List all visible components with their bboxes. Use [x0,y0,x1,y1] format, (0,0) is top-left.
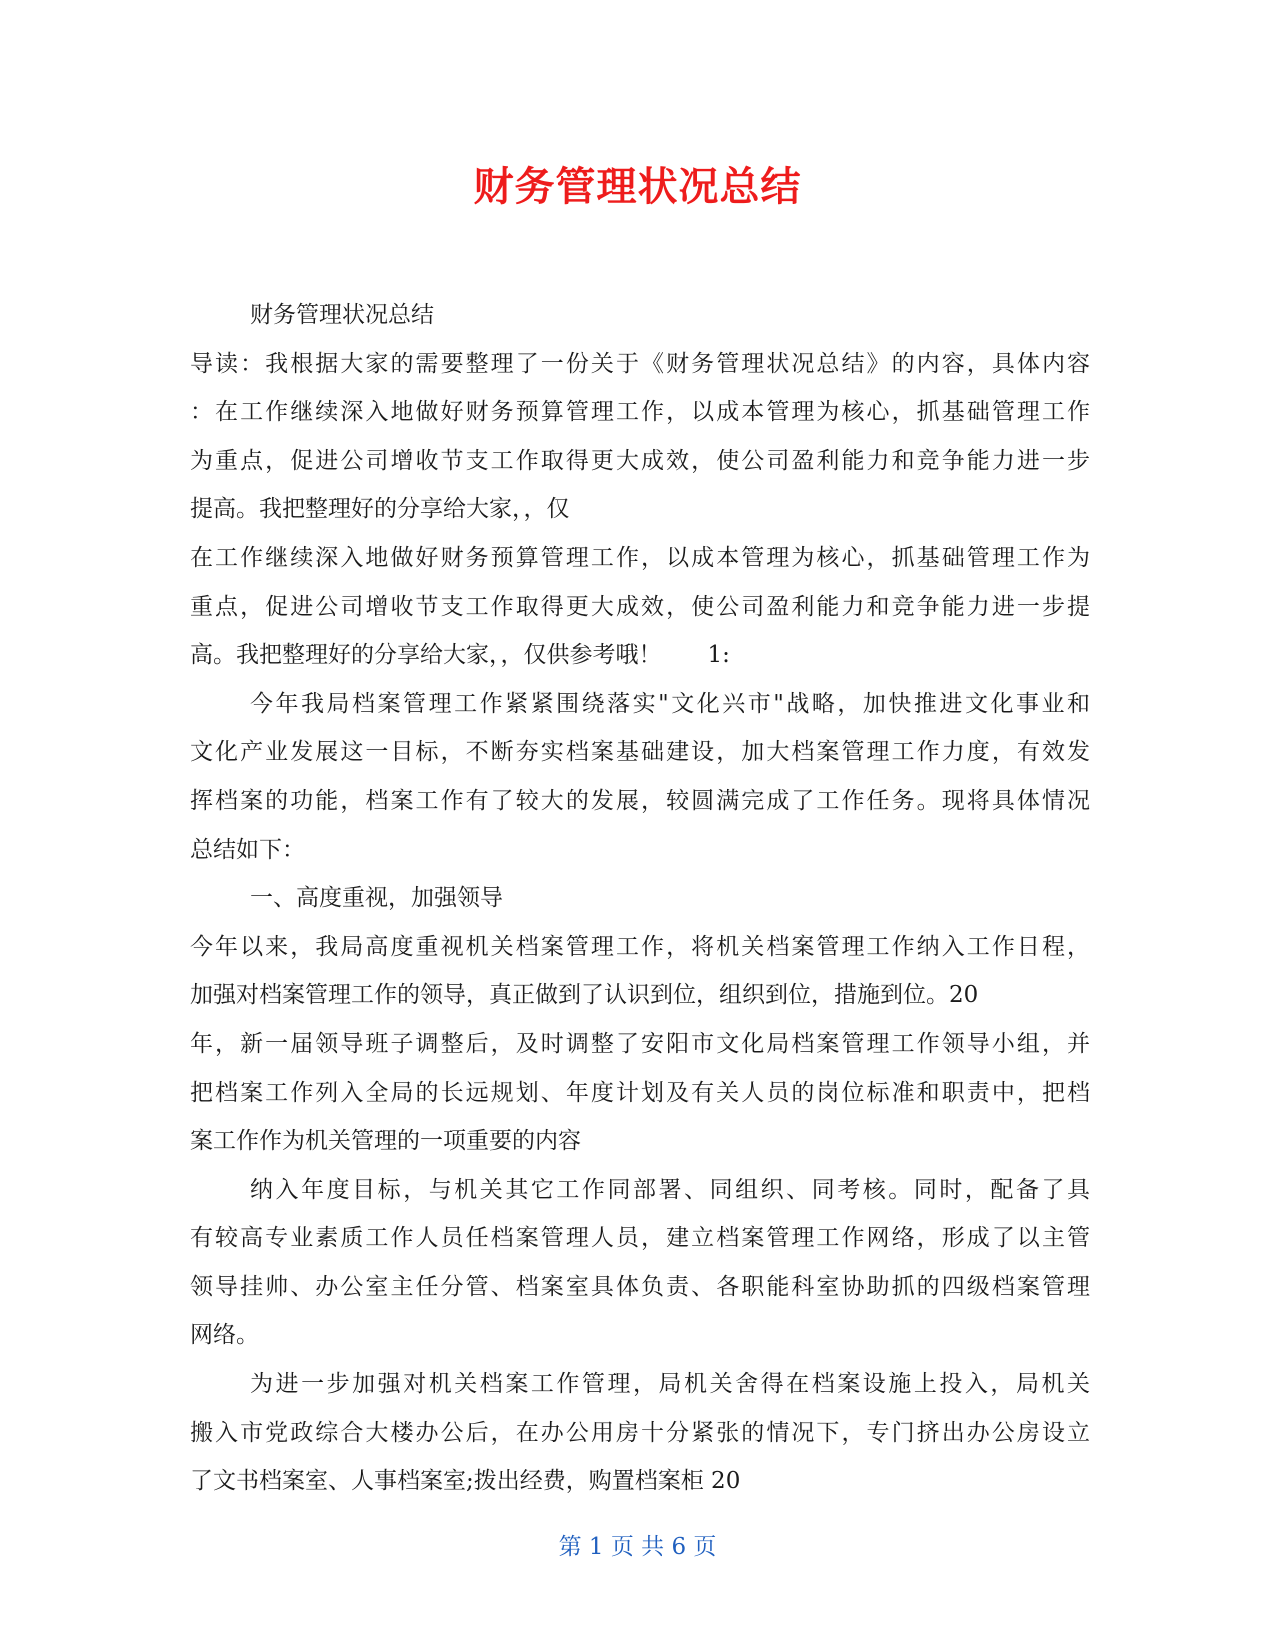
page-number-footer: 第 1 页 共 6 页 [558,1534,717,1560]
text-line: 领导挂帅、办公室主任分管、档案室具体负责、各职能科室协助抓的四级档案管理 [190,1273,1090,1300]
text-line: 纳入年度目标，与机关其它工作同部署、同组织、同考核。同时，配备了具 [250,1176,1090,1203]
section-heading: 一、高度重视，加强领导 [250,885,503,912]
document-body [190,291,1090,1506]
text-line: 导读：我根据大家的需要整理了一份关于《财务管理状况总结》的内容，具体内容 [190,350,1090,377]
text-line: 今年我局档案管理工作紧紧围绕落实"文化兴市"战略，加快推进文化事业和 [250,690,1090,717]
text-line: 搬入市党政综合大楼办公后，在办公用房十分紧张的情况下，专门挤出办公房设立 [190,1419,1090,1446]
text-line: ：在工作继续深入地做好财务预算管理工作，以成本管理为核心，抓基础管理工作 [190,399,1090,426]
text-line: 加强对档案管理工作的领导，真正做到了认识到位，组织到位，措施到位。20 [190,982,979,1009]
text-line: 财务管理状况总结 [250,302,434,328]
document-title: 财务管理状况总结 [473,164,802,210]
text-line: 网络。 [190,1322,259,1349]
text-line: 文化产业发展这一目标，不断夯实档案基础建设，加大档案管理工作力度，有效发 [190,739,1090,766]
text-line: 提高。我把整理好的分享给大家，，仅 [190,496,570,523]
text-line: 今年以来，我局高度重视机关档案管理工作，将机关档案管理工作纳入工作日程， [190,933,1090,960]
text-line: 案工作作为机关管理的一项重要的内容 [190,1128,581,1155]
text-line: 年，新一届领导班子调整后，及时调整了安阳市文化局档案管理工作领导小组，并 [190,1030,1090,1057]
text-line: 在工作继续深入地做好财务预算管理工作，以成本管理为核心，抓基础管理工作为 [190,544,1090,571]
text-line: 了文书档案室、人事档案室;拨出经费，购置档案柜 20 [190,1468,741,1495]
text-line: 挥档案的功能，档案工作有了较大的发展，较圆满完成了工作任务。现将具体情况 [190,787,1090,814]
text-line: 总结如下： [190,836,305,863]
text-line: 高。我把整理好的分享给大家，，仅供参考哦！ 1: [190,642,730,669]
text-line: 为进一步加强对机关档案工作管理，局机关舍得在档案设施上投入，局机关 [250,1371,1090,1398]
text-line: 重点，促进公司增收节支工作取得更大成效，使公司盈利能力和竞争能力进一步提 [190,593,1090,620]
text-line: 为重点，促进公司增收节支工作取得更大成效，使公司盈利能力和竞争能力进一步 [190,447,1090,474]
text-line: 把档案工作列入全局的长远规划、年度计划及有关人员的岗位标准和职责中，把档 [190,1079,1090,1106]
text-line: 有较高专业素质工作人员任档案管理人员，建立档案管理工作网络，形成了以主管 [190,1225,1090,1252]
